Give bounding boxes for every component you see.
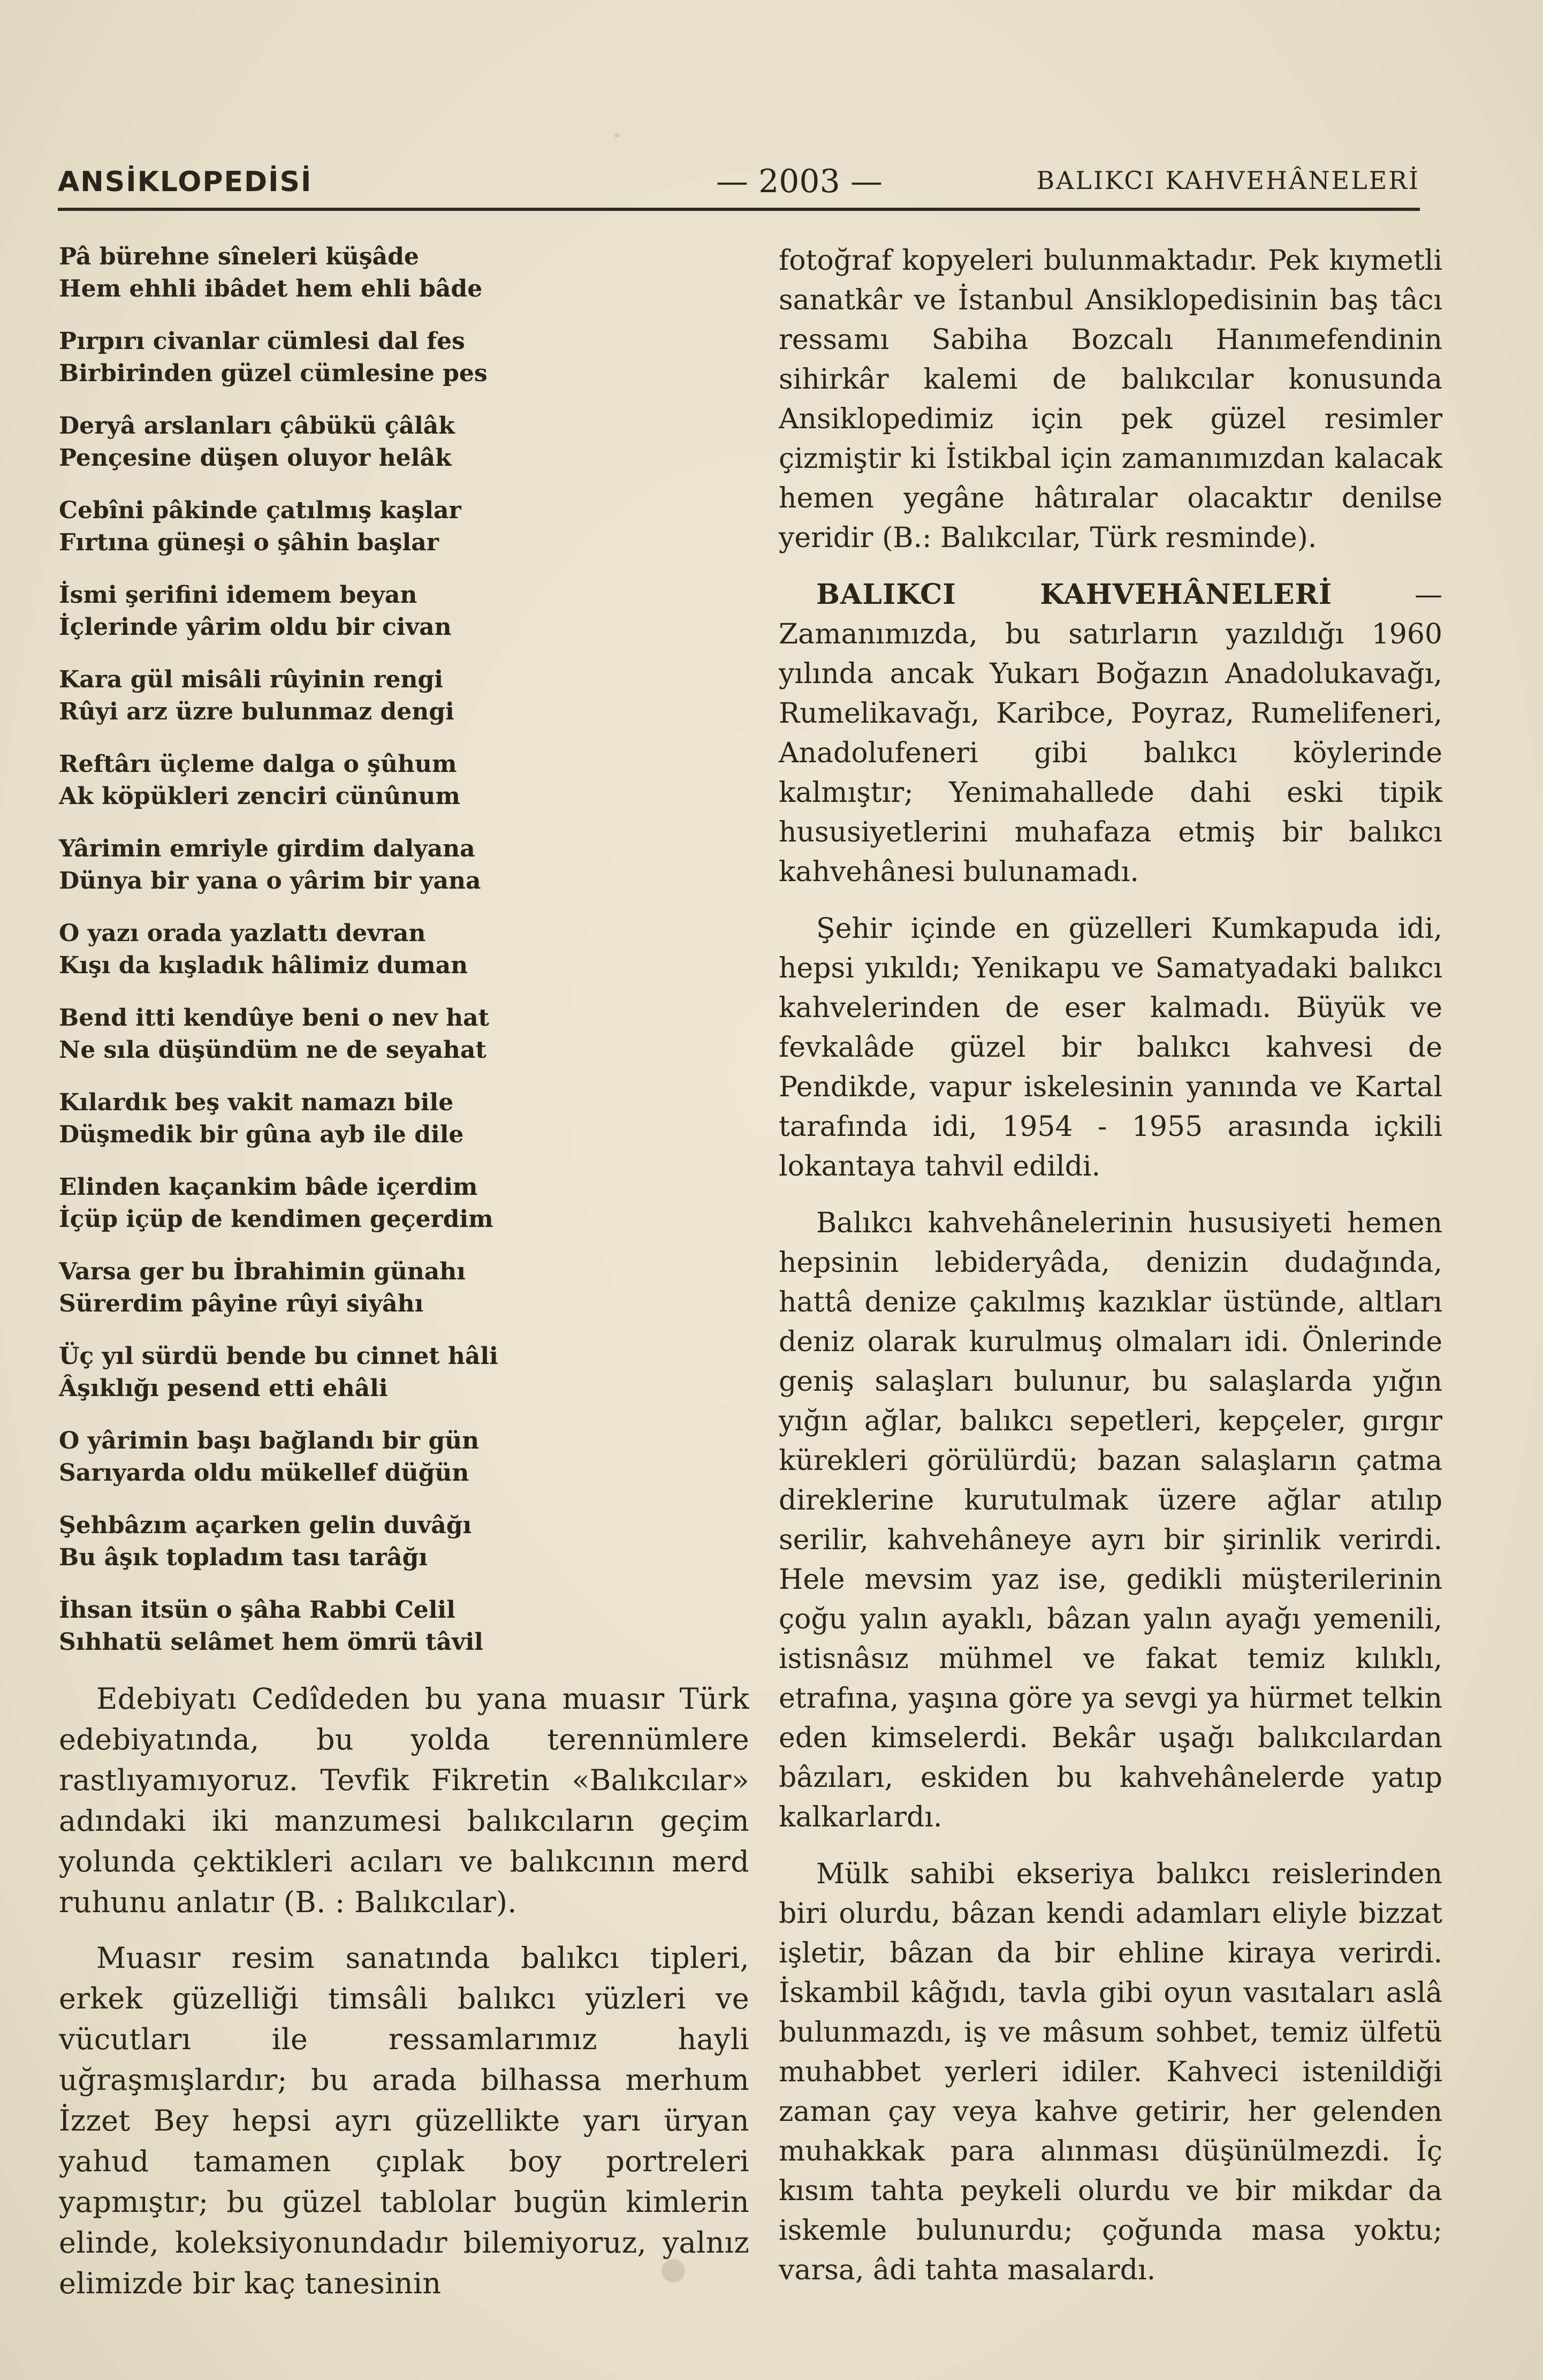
poem-stanza [59, 1087, 749, 1151]
paper-speck [614, 133, 620, 138]
poem-line: Birbirinden güzel cümlesine pes [59, 360, 488, 387]
paragraph: Muasır resim sanatında balıkcı tipleri, erkek güzelliği timsâli balıkcı yüzleri ve vücutları ile ressamlarımız hayli uğraşmışlardır; bu arada bilhassa merhum İzzet Bey hepsi ayrı güzellikte yarı üryan yahud tamamen çıplak boy portreleri yapmıştır; bu güzel tablolar bugün kimlerin elinde, koleksiyonundadır bilemiyoruz, yalnız elimizde bir kaç tanesinin [59, 1941, 749, 2300]
poem-stanza [59, 1510, 749, 1574]
poem-line: Fırtına güneşi o şâhin başlar [59, 529, 439, 556]
poem-line: O yârimin başı bağlandı bir gün [59, 1427, 480, 1454]
header-right: BALIKCI KAHVEHÂNELERİ [1036, 166, 1420, 195]
right-column [779, 241, 1442, 2307]
poem-line: Âşıklığı pesend etti ehâli [59, 1375, 388, 1402]
entry-intro: — Zamanımızda, bu satırların yazıldığı 1960 yılında ancak Yukarı Boğazın Anadolukavağı, Rumelikavağı, Karibce, Poyraz, Rumelifeneri, Anadolufeneri gibi balıkcı köylerinde kalmıştır; Yenimahallede dahi eski tipik hususiyetlerini muhafaza etmiş bir balıkcı kahvehânesi bulunamadı. [779, 579, 1442, 888]
entry-paragraph [779, 575, 1442, 892]
poem-line: Ak köpükleri zenciri cünûnum [59, 783, 460, 810]
poem-stanza [59, 495, 749, 559]
poem-line: Pençesine düşen oluyor helâk [59, 444, 452, 472]
poem-line: Pâ bürehne sîneleri küşâde [59, 243, 419, 270]
poem-stanza [59, 1340, 749, 1405]
poem-line: İçüp içüp de kendimen geçerdim [59, 1206, 493, 1233]
poem-stanza [59, 664, 749, 728]
poem-line: Hem ehhli ibâdet hem ehli bâde [59, 275, 483, 302]
paragraph: fotoğraf kopyeleri bulunmaktadır. Pek kıymetli sanatkâr ve İstanbul Ansiklopedisinin baş tâcı ressamı Sabiha Bozcalı Hanımefendinin sihirkâr kalemi de balıkcılar konusunda Ansiklopedimiz için pek güzel resimler çizmiştir ki İstikbal için zamanımızdan kalacak hemen yegâne hâtıralar olacaktır denilse yeridir (B.: Balıkcılar, Türk resminde). [779, 245, 1442, 554]
poem-line: Kılardık beş vakit namazı bile [59, 1089, 454, 1116]
poem-line: Rûyi arz üzre bulunmaz dengi [59, 698, 454, 725]
poem-line: Varsa ger bu İbrahimin günahı [59, 1258, 466, 1285]
poem-stanza [59, 1171, 749, 1236]
poem-line: Deryâ arslanları çâbükü çâlâk [59, 412, 455, 439]
poem-line: Elinden kaçankim bâde içerdim [59, 1173, 478, 1201]
poem-stanza [59, 918, 749, 982]
header-rule [58, 208, 1420, 211]
poem-stanza [59, 1425, 749, 1489]
poem-line: Sarıyarda oldu mükellef düğün [59, 1459, 469, 1487]
poem-line: Kara gül misâli rûyinin rengi [59, 666, 443, 693]
poem-line: Yârimin emriyle girdim dalyana [59, 835, 475, 862]
header-left: ANSİKLOPEDİSİ [58, 166, 313, 198]
poem-line: İhsan itsün o şâha Rabbi Celil [59, 1596, 455, 1624]
page-number: — 2003 — [716, 163, 883, 200]
poem-line: İçlerinde yârim oldu bir civan [59, 613, 452, 641]
poem-line: Kışı da kışladık hâlimiz duman [59, 952, 468, 979]
poem-stanza [59, 579, 749, 643]
poem-line: Şehbâzım açarken gelin duvâğı [59, 1512, 472, 1539]
paragraph: Mülk sahibi ekseriya balıkcı reislerinden biri olurdu, bâzan kendi adamları eliyle bizzat işletir, bâzan da bir ehline kiraya verirdi. İskambil kâğıdı, tavla gibi oyun vasıtaları aslâ bulunmazdı, iş ve mâsum sohbet, temiz ülfetü muhabbet yerleri idiler. Kahveci istenildiği zaman çay veya kahve getirir, her gelenden muhakkak para alınması düşünülmezdi. İç kısım tahta peykeli olurdu ve bir mikdar da iskemle bulunurdu; çoğunda masa yoktu; varsa, âdi tahta masalardı. [779, 1858, 1442, 2286]
poem-stanza [59, 1256, 749, 1320]
poem-line: Sıhhatü selâmet hem ömrü tâvil [59, 1628, 483, 1656]
left-column [59, 241, 749, 2304]
poem-stanza [59, 410, 749, 474]
poem-stanza [59, 1594, 749, 1658]
poem [59, 241, 749, 1658]
poem-line: Üç yıl sürdü bende bu cinnet hâli [59, 1343, 498, 1370]
poem-line: İsmi şerifini idemem beyan [59, 581, 417, 609]
paragraph: Edebiyatı Cedîdeden bu yana muasır Türk edebiyatında, bu yolda terennümlere rastlıyamıyoruz. Tevfik Fikretin «Balıkcılar» adındaki iki manzumesi balıkcıların geçim yolunda çektikleri acıları ve balıkcının merd ruhunu anlatır (B. : Balıkcılar). [59, 1682, 749, 1919]
poem-stanza [59, 748, 749, 813]
poem-line: Ne sıla düşündüm ne de seyahat [59, 1036, 487, 1064]
poem-stanza [59, 325, 749, 390]
poem-line: Sürerdim pâyine rûyi siyâhı [59, 1290, 424, 1317]
poem-line: Düşmedik bir gûna ayb ile dile [59, 1121, 464, 1148]
poem-stanza [59, 1002, 749, 1066]
poem-line: Bu âşık topladım tası tarâğı [59, 1544, 428, 1571]
paragraph: Balıkcı kahvehânelerinin hususiyeti hemen hepsinin lebideryâda, denizin dudağında, hattâ denize çakılmış kazıklar üstünde, altları deniz olarak kurulmuş olmaları idi. Önlerinde geniş salaşları bulunur, bu salaşlarda yığın yığın ağlar, balıkcı sepetleri, kepçeler, gırgır kürekleri görülürdü; bazan salaşların çatma direklerine kurutulmak üzere ağlar atılıp serilir, kahvehâneye ayrı bir şirinlik verirdi. Hele mevsim yaz ise, gedikli müşterilerinin çoğu yalın ayaklı, bâzan yalın ayağı yemenili, istisnâsız mühmel ve fakat temiz kılıklı, etrafına, yaşına göre ya sevgi ya hürmet telkin eden kimselerdi. Bekâr uşağı balıkcılardan bâzıları, eskiden bu kahvehânelerde yatıp kalkarlardı. [779, 1207, 1442, 1833]
poem-line: Dünya bir yana o yârim bir yana [59, 867, 481, 895]
poem-line: Cebîni pâkinde çatılmış kaşlar [59, 497, 461, 524]
left-prose [59, 1679, 749, 2304]
poem-line: Reftârı üçleme dalga o şûhum [59, 751, 457, 778]
poem-line: Pırpırı civanlar cümlesi dal fes [59, 328, 465, 355]
poem-line: Bend itti kendûye beni o nev hat [59, 1004, 489, 1032]
poem-line: O yazı orada yazlattı devran [59, 920, 426, 947]
poem-stanza [59, 833, 749, 897]
running-header [58, 161, 1420, 203]
poem-stanza [59, 241, 749, 305]
entry-title: BALIKCI KAHVEHÂNELERİ [816, 578, 1333, 611]
paragraph: Şehir içinde en güzelleri Kumkapuda idi, hepsi yıkıldı; Yenikapu ve Samatyadaki balıkcı kahvelerinden de eser kalmadı. Büyük ve fevkalâde güzel bir balıkcı kahvesi de Pendikde, vapur iskelesinin yanında ve Kartal tarafında idi, 1954 - 1955 arasında içkili lokantaya tahvil edildi. [779, 913, 1442, 1183]
